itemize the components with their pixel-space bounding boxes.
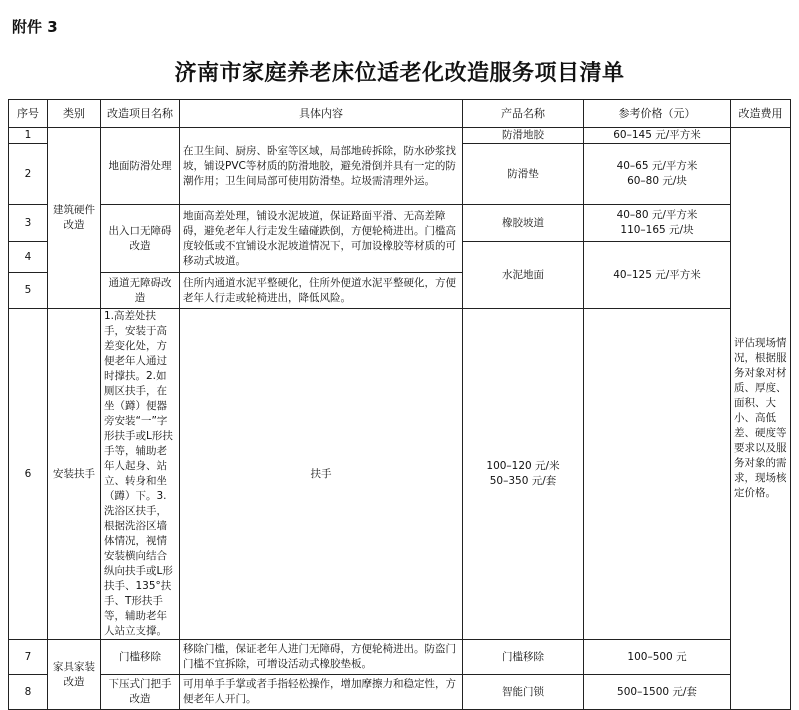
- row-number: 8: [9, 675, 48, 710]
- header-fee: 改造费用: [731, 100, 791, 128]
- row-number: 7: [9, 640, 48, 675]
- fee-note-cell: 评估现场情况，根据服务对象对材质、厚度、面积、大小、高低差、硬度等要求以及服务对象的需求，现场核定价格。: [731, 128, 791, 710]
- price-line: 60–145 元/平方米: [613, 129, 701, 141]
- price-cell: [584, 675, 731, 710]
- price-line: 100–120 元/米: [486, 460, 560, 472]
- row-number: 5: [9, 273, 48, 309]
- service-items-table: [8, 99, 791, 710]
- table-row: [9, 128, 791, 144]
- product-name-cell: 门槛移除: [463, 640, 584, 675]
- price-cell: [463, 309, 584, 640]
- row-number: 4: [9, 242, 48, 273]
- price-cell: [584, 242, 731, 309]
- category-cell: 建筑硬件改造: [48, 128, 101, 309]
- table-row: [9, 675, 791, 710]
- price-cell: [584, 640, 731, 675]
- row-number: 1: [9, 128, 48, 144]
- price-cell: [584, 205, 731, 242]
- table-row: [9, 640, 791, 675]
- item-content-cell: 可用单手手掌或者手指轻松操作，增加摩擦力和稳定性，方便老年人开门。: [180, 675, 463, 710]
- price-line: 40–80 元/平方米: [616, 209, 698, 221]
- header-content: 具体内容: [180, 100, 463, 128]
- product-name-cell: 智能门锁: [463, 675, 584, 710]
- item-name-cell: 安装扶手: [48, 309, 101, 640]
- category-cell: 家具家装改造: [48, 640, 101, 710]
- product-name-cell: 橡胶坡道: [463, 205, 584, 242]
- row-number: 6: [9, 309, 48, 640]
- item-content-cell: 地面高差处理，铺设水泥坡道，保证路面平滑、无高差障碍，避免老年人行走发生磕碰跌倒，方便轮椅进出。门槛高度较低或不宜铺设水泥坡道情况下，可加设橡胶等材质的可移动式坡道。: [180, 205, 463, 273]
- attachment-label: 附件 3: [12, 18, 58, 36]
- table-row: [9, 205, 791, 242]
- price-line: 40–125 元/平方米: [613, 268, 701, 281]
- item-content-cell: 移除门槛，保证老年人进门无障碍，方便轮椅进出。防盗门门槛不宜拆除，可增设活动式橡胶垫板。: [180, 640, 463, 675]
- item-name-cell: 门槛移除: [101, 640, 180, 675]
- price-line: 100–500 元: [627, 650, 687, 663]
- header-row: [9, 100, 791, 128]
- header-product: 产品名称: [463, 100, 584, 128]
- price-line: 40–65 元/平方米: [616, 160, 698, 172]
- price-line: 50–350 元/套: [489, 475, 557, 487]
- price-cell: [584, 144, 731, 205]
- price-cell: [584, 128, 731, 144]
- table-row: [9, 309, 791, 640]
- item-content-cell: 1.高差处扶手，安装于高差变化处，方便老年人通过时撑扶。2.如厕区扶手，在坐（蹲）便器旁安装“一”字形扶手或L形扶手等，辅助老年人起身、站立、转身和坐（蹲）下。3.洗浴区扶手，根据洗浴区墙体情况，视情安装横向结合纵向扶手或L形扶手、135°扶手、T形扶手等，辅助老年人站立支撑。: [101, 309, 180, 640]
- item-name-cell: 出入口无障碍改造: [101, 205, 180, 273]
- row-number: 2: [9, 144, 48, 205]
- product-name-cell: 扶手: [180, 309, 463, 640]
- price-line: 60–80 元/块: [627, 175, 687, 187]
- document-title: 济南市家庭养老床位适老化改造服务项目清单: [174, 61, 625, 86]
- header-no: 序号: [9, 100, 48, 128]
- header-category: 类别: [48, 100, 101, 128]
- item-name-cell: 下压式门把手改造: [101, 675, 180, 710]
- item-content-cell: 在卫生间、厨房、卧室等区域，局部地砖拆除，防水砂浆找坡，铺设PVC等材质的防滑地胶，避免滑倒并具有一定的防潮作用；卫生间局部可使用防滑垫。垃圾需清理外运。: [180, 128, 463, 205]
- product-name-cell: 防滑垫: [463, 144, 584, 205]
- header-item-name: 改造项目名称: [101, 100, 180, 128]
- product-name-cell: 防滑地胶: [463, 128, 584, 144]
- item-name-cell: 地面防滑处理: [101, 128, 180, 205]
- item-content-cell: 住所内通道水泥平整硬化，住所外便道水泥平整硬化，方便老年人行走或轮椅进出，降低风险。: [180, 273, 463, 309]
- price-line: 110–165 元/块: [620, 224, 694, 236]
- price-line: 500–1500 元/套: [617, 685, 697, 698]
- item-name-cell: 通道无障碍改造: [101, 273, 180, 309]
- header-price: 参考价格（元）: [584, 100, 731, 128]
- product-name-cell: 水泥地面: [463, 242, 584, 309]
- row-number: 3: [9, 205, 48, 242]
